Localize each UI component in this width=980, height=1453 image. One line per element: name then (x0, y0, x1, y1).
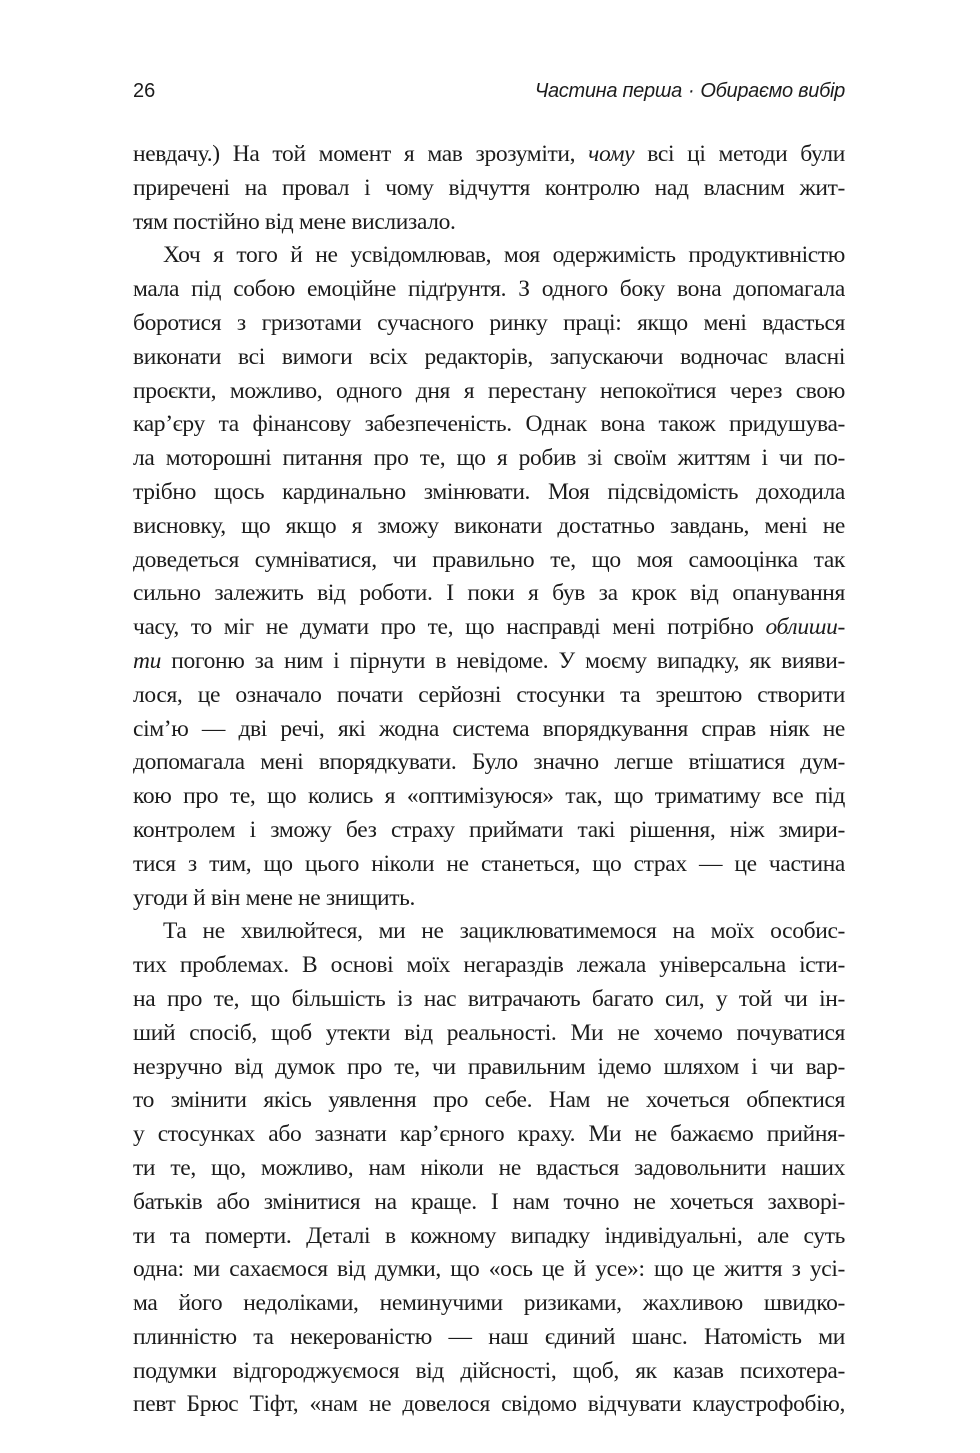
text-segment: одна: ми сахаємося від думки, що «ось це й усе»: що це життя з усі- (133, 1256, 845, 1283)
text-segment: контролем і зможу без страху приймати такі рішення, ніж змири- (133, 816, 845, 843)
text-segment: незручно від думок про те, чи правильним ідемо шляхом і чи вар- (133, 1053, 845, 1080)
page-number: 26 (133, 80, 156, 102)
text-segment: лося, це означало почати серйозні стосунки та зрештою створити (133, 681, 845, 708)
text-segment: висновку, що якщо я зможу виконати достатньо завдань, мені не (133, 512, 845, 539)
text-line (133, 408, 845, 442)
text-line (133, 814, 845, 848)
text-segment: ма його недоліками, неминучими ризиками, жахливою швидко- (133, 1290, 845, 1317)
text-line (133, 206, 845, 240)
text-line (133, 1220, 845, 1254)
text-line (133, 645, 845, 679)
page-body-text (133, 138, 845, 1422)
text-line (133, 1084, 845, 1118)
text-line (133, 1287, 845, 1321)
text-line (133, 273, 845, 307)
text-line (133, 1253, 845, 1287)
text-line (133, 341, 845, 375)
text-line (133, 442, 845, 476)
text-segment: Та не хвилюйтеся, ми не зациклюватимемося на моїх особис- (163, 918, 845, 945)
text-segment: приречені на провал і чому відчуття контролю над власним жит- (133, 174, 845, 201)
text-segment: у стосунках або зазнати кар’єрного краху. Ми не бажаємо прийня- (133, 1121, 845, 1148)
text-line (133, 307, 845, 341)
text-line (133, 746, 845, 780)
text-segment: мала під собою емоційне підґрунтя. З одного боку вона допомагала (133, 276, 845, 303)
emphasis-text: ти (133, 647, 162, 674)
text-line (133, 544, 845, 578)
text-line (133, 848, 845, 882)
text-segment: ла моторошні питання про те, що я робив зі своїм життям і чи по- (133, 445, 845, 472)
text-segment: боротися з гризотами сучасного ринку праці: якщо мені вдасться (133, 309, 845, 336)
text-line (133, 510, 845, 544)
part-title: Частина перша (534, 80, 682, 102)
text-segment: на про те, що більшість із нас витрачають багато сил, у той чи ін- (133, 985, 845, 1012)
text-segment: тям постійно від мене вислизало. (133, 208, 456, 235)
paragraph-first-line (133, 915, 845, 949)
text-segment: сім’ю — дві речі, які жодна система впорядкування справ ніяк не (133, 715, 845, 742)
text-segment: погоню за ним і пірнути в невідоме. У моєму випадку, як вияви- (161, 647, 845, 674)
text-line (133, 1321, 845, 1355)
text-segment: кар’єру та фінансову забезпеченість. Однак вона також придушува- (133, 411, 845, 438)
running-header (133, 80, 845, 110)
text-line (133, 1051, 845, 1085)
text-segment: допомагала мені впорядкувати. Було значно легше втішатися дум- (133, 749, 845, 776)
text-line (133, 1388, 845, 1422)
text-line (133, 172, 845, 206)
text-segment: угоди й він мене не знищить. (133, 884, 416, 911)
text-line (133, 780, 845, 814)
paragraph-first-line (133, 239, 845, 273)
chapter-title: Обираємо вибір (700, 80, 845, 102)
text-line (133, 949, 845, 983)
text-segment: сильно залежить від роботи. І поки я був за крок від опанування (133, 580, 845, 607)
text-segment: виконати всі вимоги всіх редакторів, запускаючи водночас власні (133, 343, 845, 370)
text-line (133, 1355, 845, 1389)
emphasis-text: облиши- (765, 614, 845, 641)
text-line (133, 1152, 845, 1186)
text-line (133, 1118, 845, 1152)
text-segment: часу, то міг не думати про те, що насправді мені потрібно (133, 614, 766, 641)
text-segment: певт Брюс Тіфт, «нам не довелося свідомо відчувати клаустрофобію, (133, 1391, 845, 1418)
text-line (133, 1017, 845, 1051)
text-segment: ти те, що, можливо, нам ніколи не вдасться задовольнити наших (133, 1154, 845, 1181)
text-segment: невдачу.) На той момент я мав зрозуміти, (133, 141, 589, 167)
text-line (133, 611, 845, 645)
text-segment: тися з тим, що цього ніколи не станеться, що страх — це частина (133, 850, 845, 877)
text-line (133, 713, 845, 747)
text-line (133, 375, 845, 409)
text-segment: всі ці методи були (634, 141, 845, 167)
text-segment: проєкти, можливо, одного дня я перестану непокоїтися через свою (133, 377, 845, 404)
text-line (133, 679, 845, 713)
emphasis-text: чому (588, 141, 635, 167)
text-line (133, 476, 845, 510)
text-segment: батьків або змінитися на краще. І нам точно не хочеться захворі- (133, 1188, 845, 1215)
text-segment: ший спосіб, щоб утекти від реальності. Ми не хочемо почуватися (133, 1019, 845, 1046)
text-segment: плинністю та некерованістю — наш єдиний шанс. Натомість ми (133, 1323, 845, 1350)
text-segment: подумки відгороджуємося від дійсності, щоб, як казав психотера- (133, 1357, 845, 1384)
text-segment: кою про те, що колись я «оптимізуюся» так, що триматиму все під (133, 783, 845, 810)
text-line (133, 138, 845, 172)
text-line (133, 882, 845, 916)
running-title (535, 80, 845, 103)
text-segment: ти та померти. Деталі в кожному випадку індивідуальні, але суть (133, 1222, 845, 1249)
text-line (133, 983, 845, 1017)
text-line (133, 577, 845, 611)
title-separator: · (687, 80, 695, 102)
text-line (133, 1186, 845, 1220)
text-segment: Хоч я того й не усвідомлював, моя одержимість продуктивністю (163, 242, 845, 269)
text-segment: трібно щось кардинально змінювати. Моя підсвідомість доходила (133, 478, 845, 505)
text-segment: тих проблемах. В основі моїх негараздів лежала універсальна істи- (133, 952, 845, 979)
text-segment: то змінити якісь уявлення про себе. Нам не хочеться обпектися (133, 1087, 845, 1114)
text-segment: доведеться сумніватися, чи правильно те, що моя самооцінка так (133, 546, 845, 573)
